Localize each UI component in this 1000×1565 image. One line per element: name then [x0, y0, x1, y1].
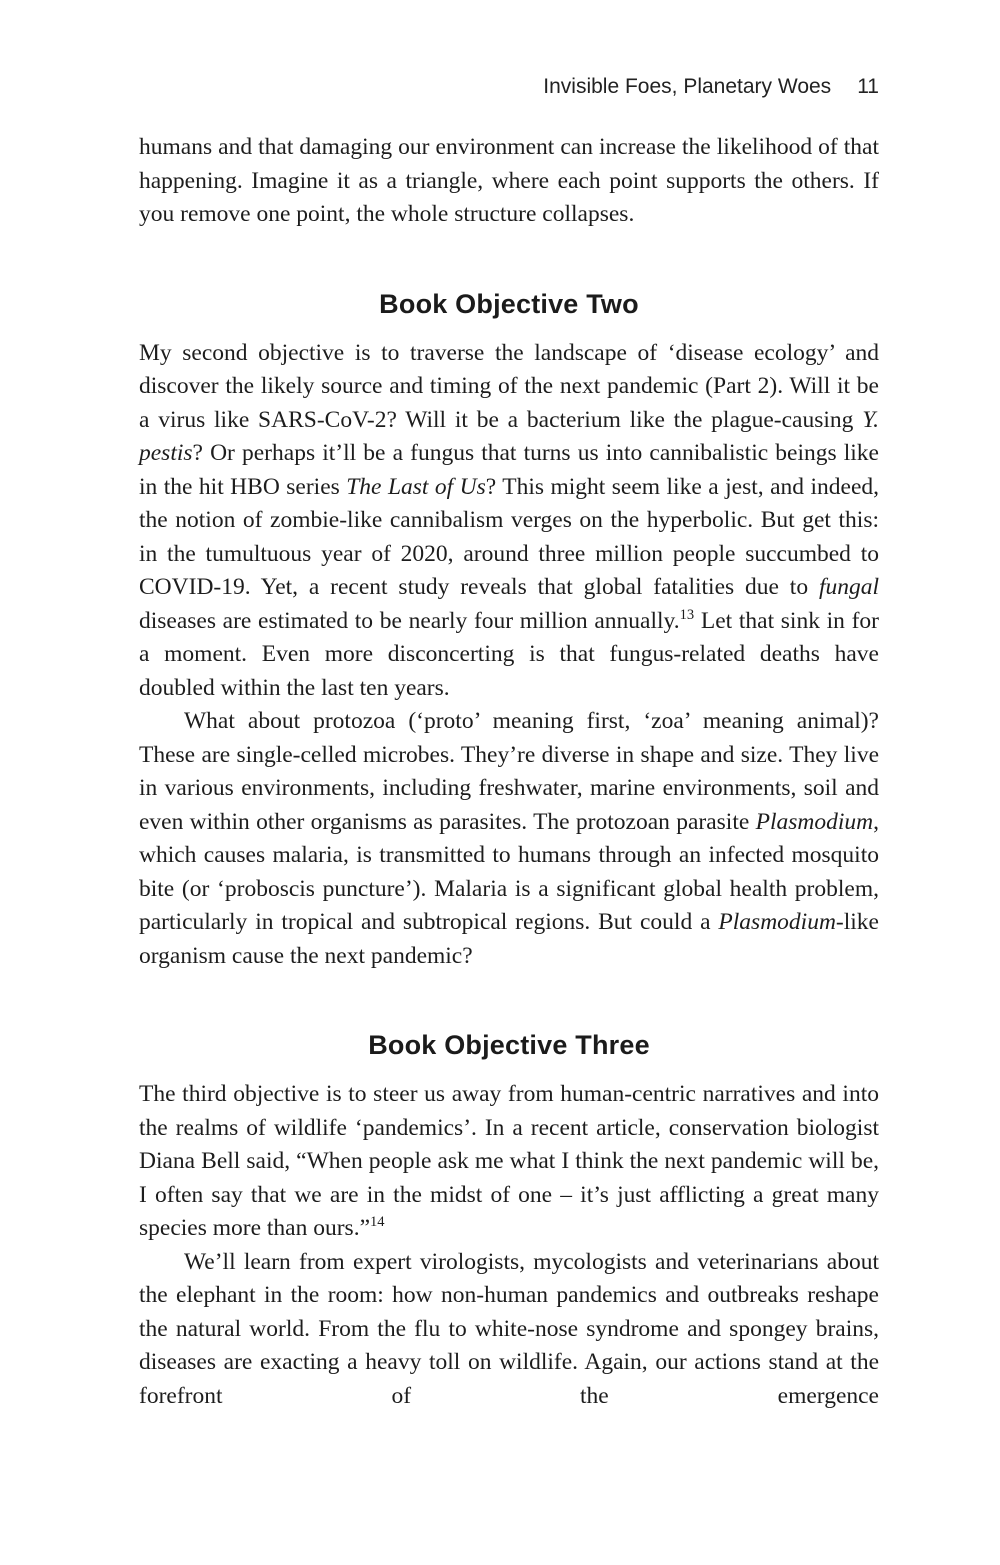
paragraph-objective-three-intro: The third objective is to steer us away from human-centric narratives and into the realms of wildlife ‘pandemics’. In a recent article, conservation biologist Diana Bell said, “When people ask me what I think the next pandemic will be, I often say that we are in the midst of one – it’s just afflicting a great many species more than ours.”$^{14}$: [139, 1081, 879, 1241]
running-header: [139, 76, 879, 98]
paragraph-objective-two-intro: My second objective is to traverse the landscape of ‘disease ecology’ and discover the likely source and timing of the next pandemic (Part 2). Will it be a virus like SARS-CoV-2? Will it be a bacterium like the plague-causing Y. pestis? Or perhaps it’ll be a fungus that turns us into cannibalistic beings like in the hit HBO series The Last of Us? This might seem like a jest, and indeed, the notion of zombie-like cannibalism verges on the hyperbolic. But get this: in the tumultuous year of 2020, around three million people succumbed to COVID-19. Yet, a recent study reveals that global fatalities due to fungal diseases are estimated to be nearly four million annually.$^{13}$ Let that sink in for a moment. Even more disconcerting is that fungus-related deaths have doubled within the last ten years.: [139, 339, 879, 701]
page-number: 11: [857, 75, 879, 98]
paragraph-wildlife-pandemics: We’ll learn from expert virologists, mycologists and veterinarians about the elephant in the room: how non-human pandemics and outbreaks reshape the natural world. From the flu to white-nose syndrome and spongey brains, diseases are exacting a heavy toll on wildlife. Again, our actions stand at the forefront of the emergence: [139, 1248, 879, 1409]
paragraph-continuation: humans and that damaging our environment can increase the likelihood of that happening. Imagine it as a triangle, where each point supports the others. If you remove one point, the whole structure collapses.: [139, 134, 879, 227]
section-heading-book-objective-three: Book Objective Three: [368, 1030, 650, 1060]
section-heading-book-objective-two: Book Objective Two: [379, 288, 639, 319]
running-head-title: Invisible Foes, Planetary Woes: [543, 75, 832, 98]
paragraph-protozoa: What about protozoa (‘proto’ meaning first, ‘zoa’ meaning animal)? These are single-celled microbes. They’re diverse in shape and size. They live in various environments, including freshwater, marine environments, soil and even within other organisms as parasites. The protozoan parasite Plasmodium, which causes malaria, is transmitted to humans through an infected mosquito bite (or ‘proboscis puncture’). Malaria is a significant global health problem, particularly in tropical and subtropical regions. But could a Plasmodium-like organism cause the next pandemic?: [139, 708, 879, 969]
